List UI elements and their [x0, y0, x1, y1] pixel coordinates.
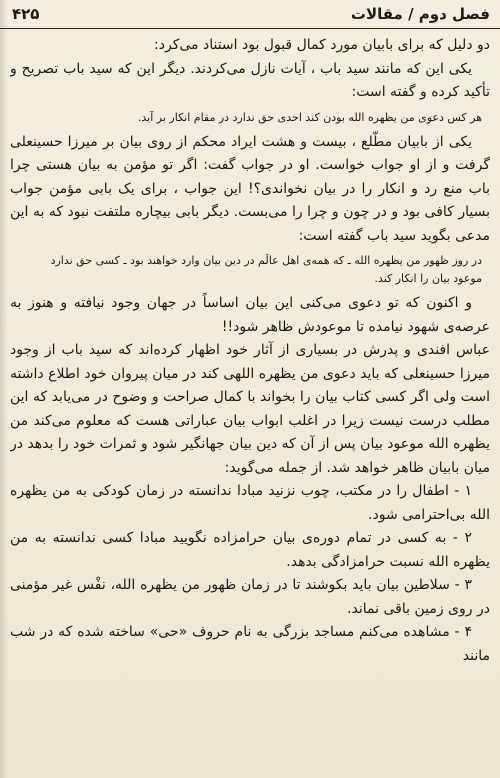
- paragraph-5: عباس افندی و پدرش در بسیاری از آثار خود اظهار کرده‌اند که سید باب از وجود میرزا حسینعلی که باید دعوی من یظهره اللهی کند در میان پیروان خود اطلاع داشته است ولی اگر کسی کتاب بیان را بخواند با کمال صراحت و وضوح در می‌یابد که این مطلب درست نیست زیرا در اغلب ابواب بیان عباراتی هست که معلوم می‌کند من یظهره الله موعود بیان پس از آن که دین بیان جهانگیر شود و ثمرات خود را بدهد در میان بابیان ظاهر خواهد شد. از جمله می‌گوید:: [10, 342, 490, 476]
- page-number: ۴۲۵: [12, 5, 40, 23]
- paragraph-3: یکی از بابیان مطّلع ، بیست و هشت ایراد محکم از روی بیان بر میرزا حسینعلی گرفت و از او جواب خواست. او در جواب گفت: اگر تو مؤمن به بیان هستی چرا باب منع رد و انکار را در بیان نخواندی؟! این جواب ، برای یک بابی مؤمن جواب بسیار کافی بود و در چون و چرا را می‌بست. دیگر بابی بیچاره ملتفت نبود که به این مدعی بگوید سید باب گفته است:: [10, 133, 490, 244]
- list-item-1: ۱ - اطفال را در مکتب، چوب نزنید مبادا ندانسته در زمان کودکی به من یظهره الله بی‌احترامی شود.: [10, 483, 490, 523]
- paragraph-4: و اکنون که تو دعوی می‌کنی این بیان اساساً در جهان وجود نیافته و هنوز به عرصه‌ی شهود نیامده تا موعودش ظاهر شود!!: [10, 295, 490, 335]
- page-gutter-shadow: [0, 0, 8, 778]
- paragraph-1: دو دلیل که برای بابیان مورد کمال قبول بود استناد می‌کرد:: [154, 37, 490, 53]
- quote-1: هر کس دعوی من یظهره الله بودن کند احدی حق ندارد در مقام انکار بر آید.: [137, 110, 482, 124]
- running-header: [0, 0, 500, 29]
- list-item-2: ۲ - به کسی در تمام دوره‌ی بیان حرامزاده نگویید مبادا کسی ندانسته به من یظهره الله نسبت حرامزادگی بدهد.: [10, 530, 490, 570]
- chapter-title: فصل دوم / مقالات: [350, 5, 490, 23]
- page-body: [10, 34, 490, 772]
- quote-2: در روز ظهور من یظهره الله ـ که همه‌ی اهل عالَم در دین بیان وارد خواهند بود ـ کسی حق ندارد موعود بیان را انکار کند.: [50, 254, 482, 285]
- list-item-4: ۴ - مشاهده می‌کنم مساجد بزرگی به نام حروف «حی» ساخته شده که در شب مانند: [10, 624, 490, 664]
- paragraph-2: یکی این که مانند سید باب ، آیات نازل می‌کردند. دیگر این که سید باب تصریح و تأکید کرده و گفته است:: [10, 60, 490, 100]
- list-item-3: ۳ - سلاطین بیان باید بکوشند تا در زمان ظهور من یظهره الله، نفْس غیر مؤمنی در روی زمین باقی نماند.: [10, 577, 490, 617]
